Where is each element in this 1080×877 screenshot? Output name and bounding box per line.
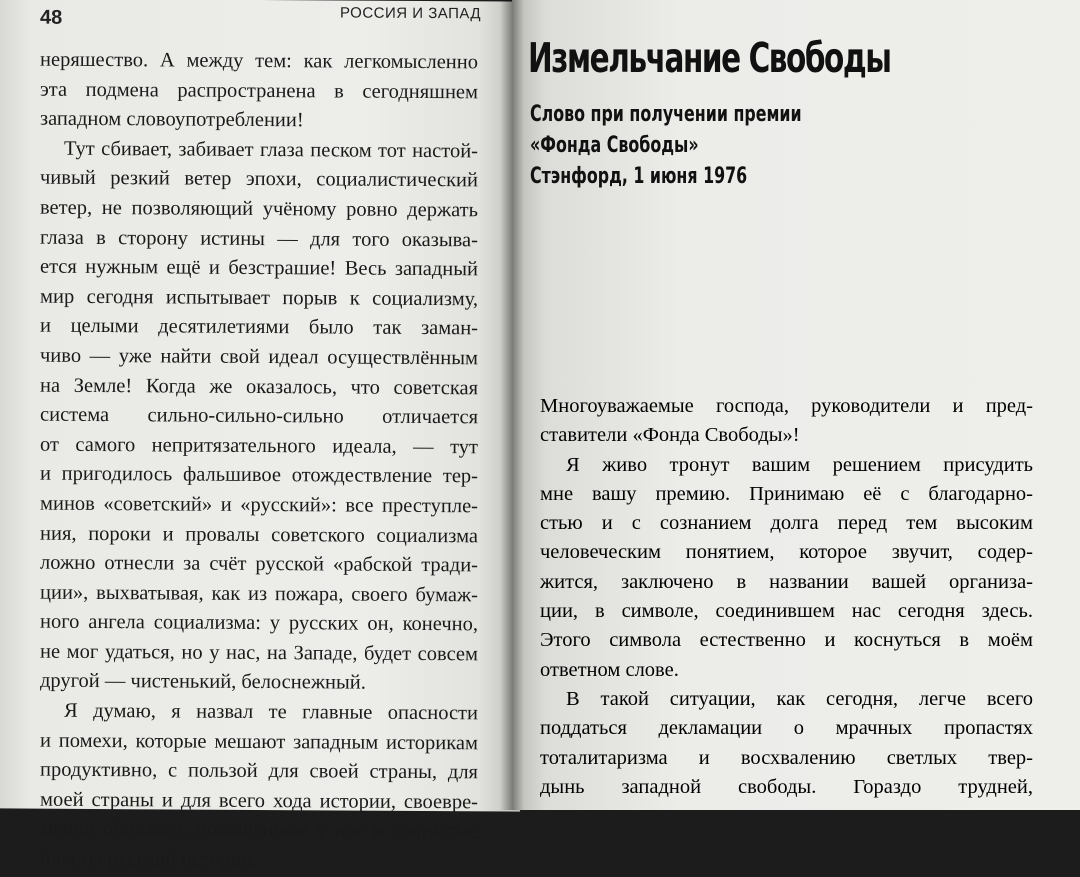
text-line: моей страны и для всего хода истории, своевре- <box>40 788 478 814</box>
text-line: В такой ситуации, как сегодня, легче всего <box>566 687 1033 710</box>
text-line: продуктивно, с пользой для своей страны, для <box>40 758 478 784</box>
text-line: на Земле! Когда же оказалось, что советская <box>40 374 478 399</box>
text-line: и целыми десятилетиями было так заман- <box>40 314 478 340</box>
book-spine-shadow <box>500 0 524 810</box>
text-line: западном словоупотреблении! <box>40 107 304 132</box>
text-line: не мог удаться, но у нас, на Западе, будет совсем <box>40 640 478 666</box>
text-line: минов «советский» и «русский»: все преступле- <box>40 492 478 518</box>
text-line: ветер, не позволяющий учёному ровно держать <box>40 196 478 222</box>
text-line: ции», выхватывая, как из пожара, своего бумаж- <box>40 581 478 607</box>
subtitle-line: Стэнфорд, 1 июня 1976 <box>530 164 748 189</box>
text-line: Многоуважаемые господа, руководители и пред- <box>540 395 1033 417</box>
text-line: от самого непритязательного идеала, — тут <box>40 433 478 459</box>
text-line: и пригодилось фальшивое отождествление тер- <box>40 462 478 488</box>
text-line: мне вашу премию. Принимаю её с благодарно- <box>540 482 1033 505</box>
text-line: человеческим понятием, которое звучит, содер- <box>540 541 1033 564</box>
left-page <box>0 0 520 872</box>
subtitle-line: «Фонда Свободы» <box>530 133 699 158</box>
chapter-subtitle <box>530 99 802 192</box>
text-line: поддаться декламации о мрачных пропастях <box>540 717 1033 740</box>
text-line: мир сегодня испытывает порыв к социализму, <box>40 285 478 311</box>
text-line: Я думаю, я назвал те главные опасности <box>64 699 478 725</box>
text-line: система сильно-сильно-сильно отличается <box>40 403 478 429</box>
text-line: тоталитаризма и восхвалению светлых твер- <box>540 746 1033 769</box>
left-page-body <box>40 46 478 877</box>
text-line: жится, заключено в названии вашей организа- <box>540 570 1033 593</box>
text-line: другой — чистенький, белоснежный. <box>40 670 366 695</box>
text-line: Тут сбивает, забивает глаза песком тот настой- <box>64 137 478 163</box>
text-line: ставители «Фонда Свободы»! <box>540 424 800 447</box>
text-line: ции, в символе, соединившем нас сегодня здесь. <box>540 600 1033 623</box>
subtitle-line: Слово при получении премии <box>530 102 802 127</box>
text-line: неряшество. А между тем: как легкомысленно <box>40 48 478 74</box>
text-line: дынь западной свободы. Гораздо трудней, <box>540 775 1033 798</box>
running-head: РОССИЯ И ЗАПАД <box>340 4 482 23</box>
text-line: и помехи, которые мешают западным историкам <box>40 729 478 754</box>
text-line: Я живо тронут вашим решением присудить <box>566 453 1033 476</box>
text-line: ного ангела социализма: у русских он, конечно, <box>40 610 478 636</box>
text-line: эта подмена распространена в сегодняшнем <box>40 78 478 103</box>
text-line: пласты русской истории. <box>40 847 258 872</box>
text-line: чивый резкий ветер эпохи, социалистический <box>40 167 478 192</box>
chapter-title: Измельчание Свободы <box>528 34 891 82</box>
text-line: стью и с сознанием долга перед тем высоким <box>540 512 1033 535</box>
text-line: глаза в сторону истины — для того оказыва- <box>40 226 478 251</box>
text-line: менно обнажить похищенные у нас и сокрытые <box>40 818 478 843</box>
text-line: ется нужным ещё и безстрашие! Весь западный <box>40 255 478 281</box>
page-number: 48 <box>40 6 63 29</box>
text-line: Этого символа естественно и коснуться в моём <box>540 629 1033 652</box>
text-line: ния, пороки и провалы советского социализма <box>40 522 478 547</box>
text-line: ответном слове. <box>540 658 679 681</box>
text-line: ложно отнесли за счёт русской «рабской тради- <box>40 551 478 577</box>
text-line: чиво — уже найти свой идеал осуществлённым <box>40 344 478 370</box>
right-page-body <box>540 392 1033 802</box>
